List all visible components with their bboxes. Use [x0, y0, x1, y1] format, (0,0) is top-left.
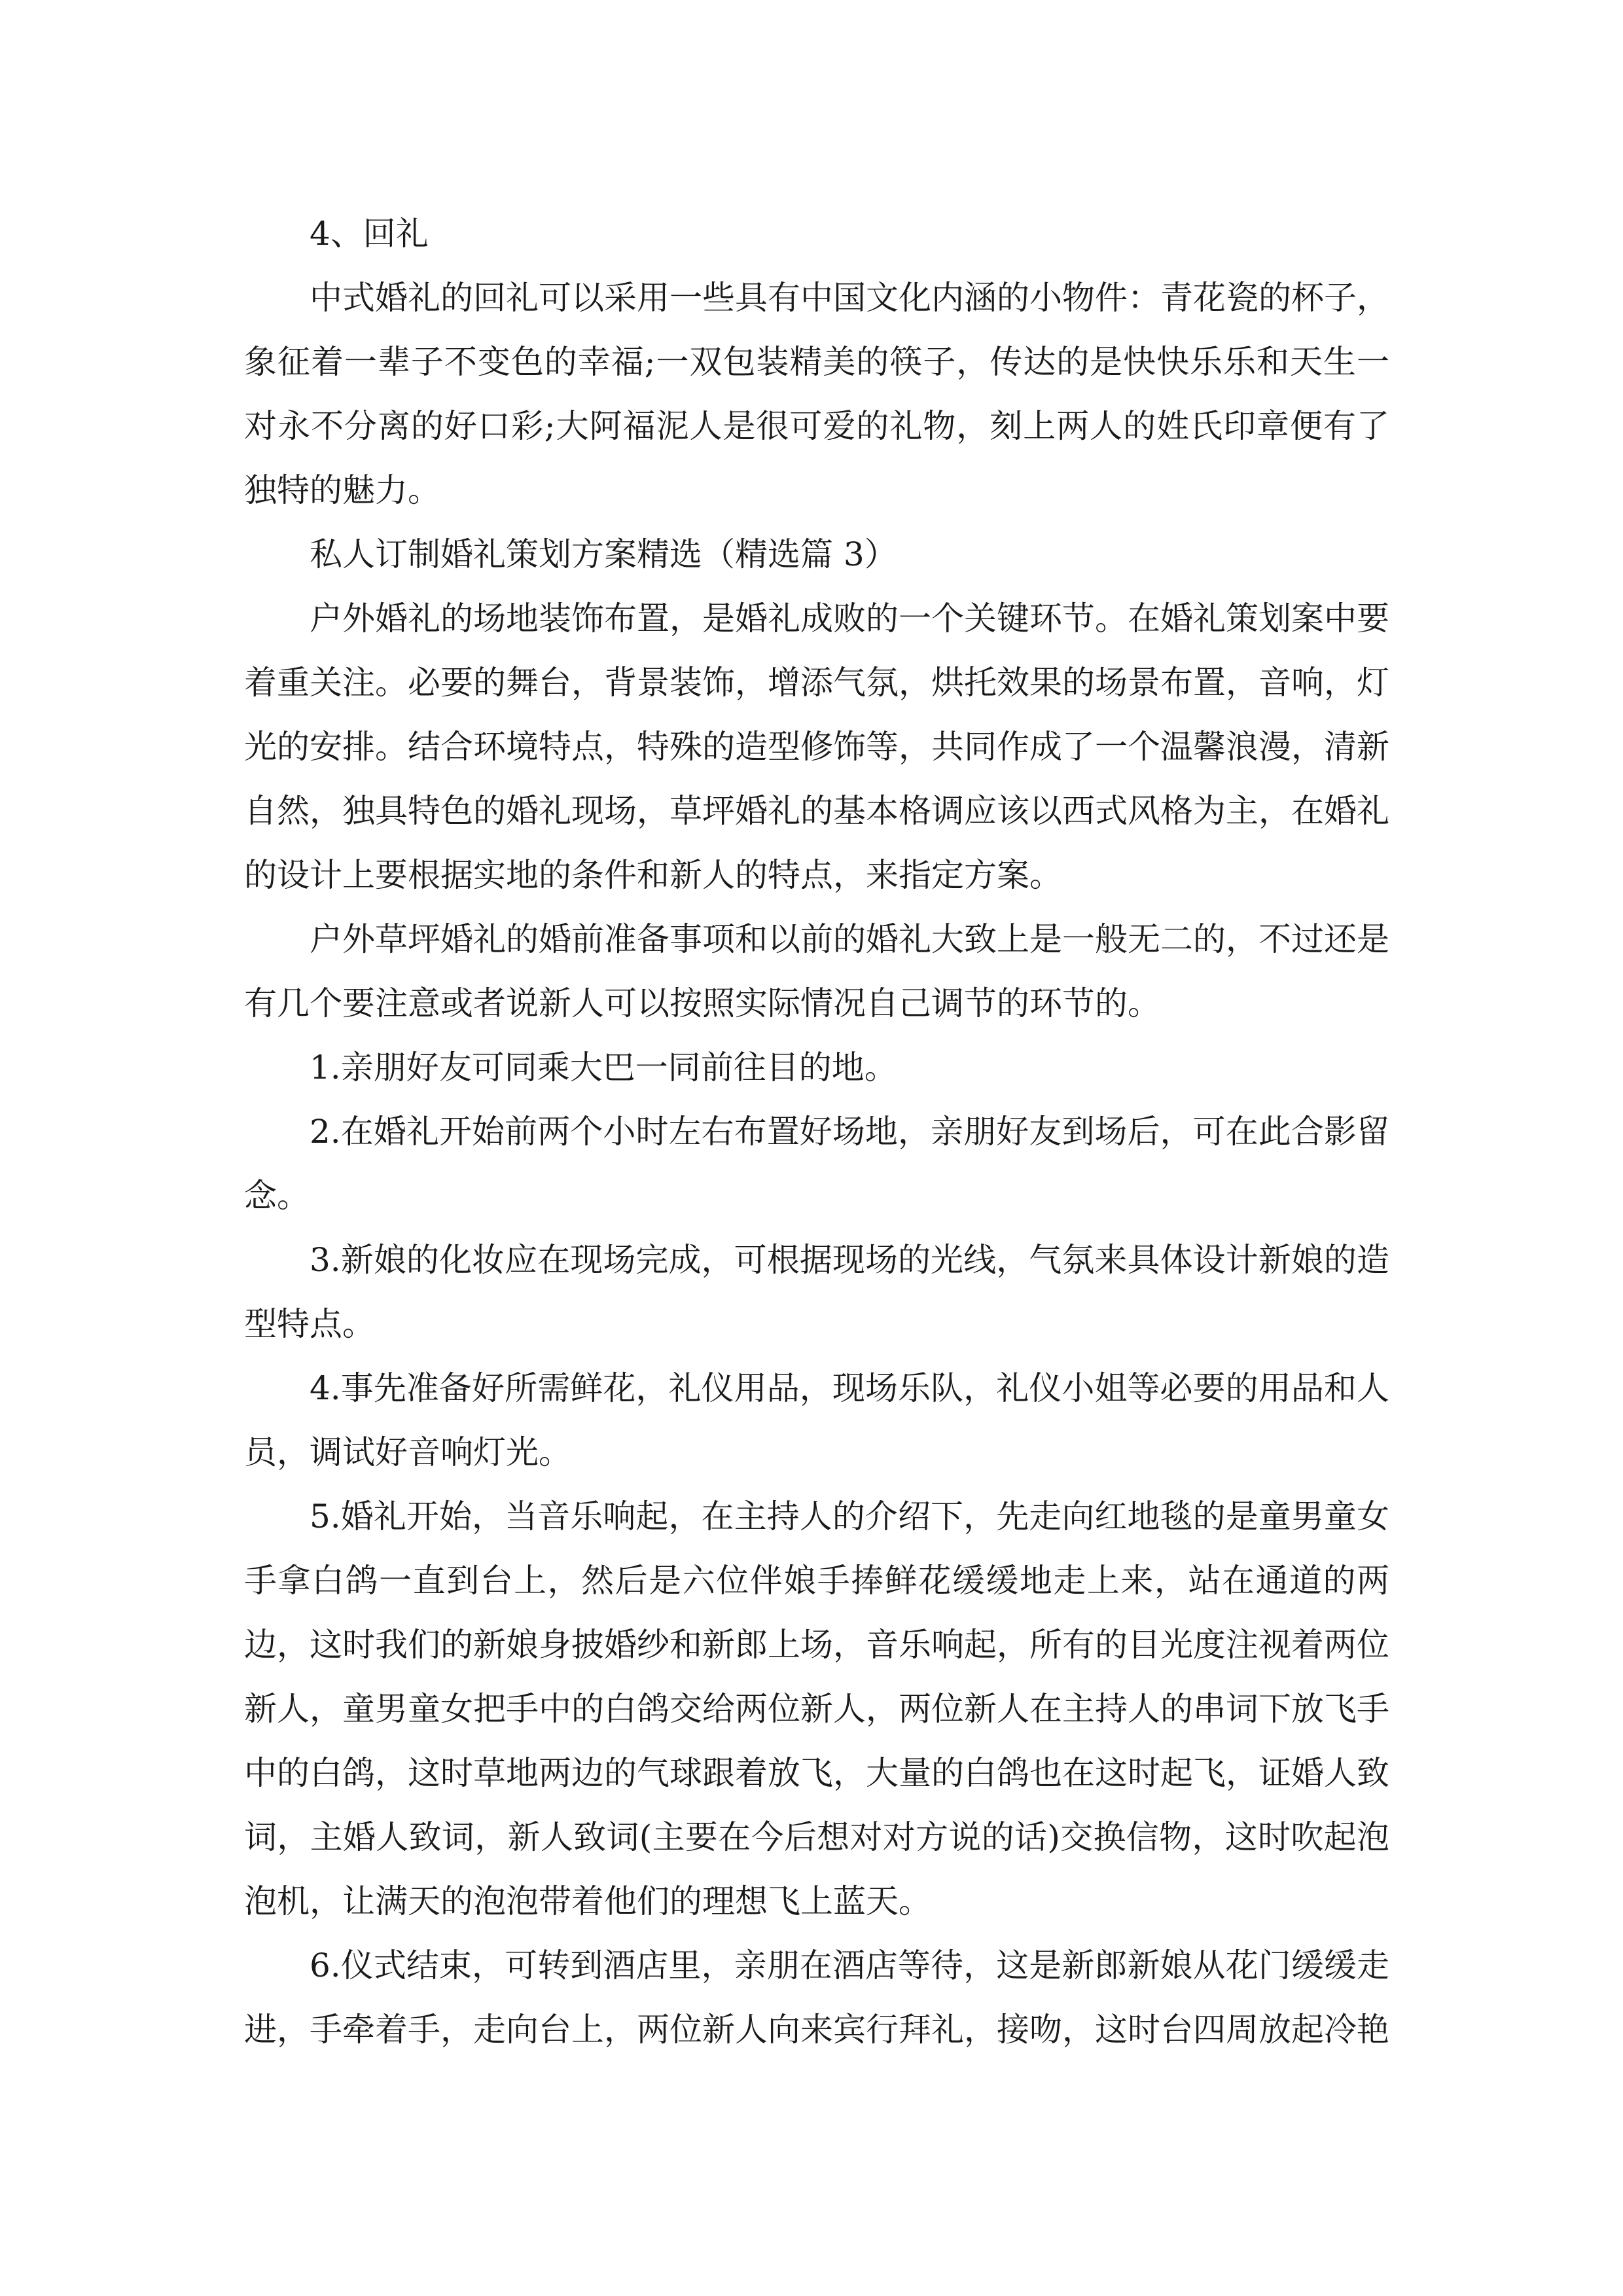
paragraph-preparation: 户外草坪婚礼的婚前准备事项和以前的婚礼大致上是一般无二的，不过还是有几个要注意或者说新人可以按照实际情况自己调节的环节的。: [244, 920, 1389, 1022]
paragraph-return-gifts: 中式婚礼的回礼可以采用一些具有中国文化内涵的小物件：青花瓷的杯子，象征着一辈子不变色的幸福;一双包装精美的筷子，传达的是快快乐乐和天生一对永不分离的好口彩;大阿福泥人是很可爱的礼物，刻上两人的姓氏印章便有了独特的魅力。: [244, 279, 1389, 509]
list-item-6: 6.仪式结束，可转到酒店里，亲朋在酒店等待，这是新郎新娘从花门缓缓走进，手牵着手，走向台上，两位新人向来宾行拜礼，接吻，这时台四周放起冷艳: [244, 1946, 1389, 2049]
list-item-2: 2.在婚礼开始前两个小时左右布置好场地，亲朋好友到场后，可在此合影留念。: [244, 1113, 1389, 1215]
section-heading-article-3: 私人订制婚礼策划方案精选（精选篇 3）: [310, 535, 897, 573]
list-item-5: 5.婚礼开始，当音乐响起，在主持人的介绍下，先走向红地毯的是童男童女手拿白鸽一直到台上，然后是六位伴娘手捧鲜花缓缓地走上来，站在通道的两边，这时我们的新娘身披婚纱和新郎上场，音乐响起，所有的目光度注视着两位新人，童男童女把手中的白鸽交给两位新人，两位新人在主持人的串词下放飞手中的白鸽，这时草地两边的气球跟着放飞，大量的白鸽也在这时起飞，证婚人致词，主婚人致词，新人致词(主要在今后想对对方说的话)交换信物，这时吹起泡泡机，让满天的泡泡带着他们的理想飞上蓝天。: [244, 1498, 1389, 1920]
list-item-4: 4.事先准备好所需鲜花，礼仪用品，现场乐队，礼仪小姐等必要的用品和人员，调试好音响灯光。: [244, 1369, 1389, 1471]
list-item-1: 1.亲朋好友可同乘大巴一同前往目的地。: [310, 1049, 897, 1086]
document-body: [244, 202, 1389, 2062]
list-item-3: 3.新娘的化妆应在现场完成，可根据现场的光线，气氛来具体设计新娘的造型特点。: [244, 1241, 1389, 1343]
section-heading-return-gifts: 4、回礼: [310, 215, 429, 253]
paragraph-venue-decoration: 户外婚礼的场地装饰布置，是婚礼成败的一个关键环节。在婚礼策划案中要着重关注。必要的舞台，背景装饰，增添气氛，烘托效果的场景布置，音响，灯光的安排。结合环境特点，特殊的造型修饰等，共同作成了一个温馨浪漫，清新自然，独具特色的婚礼现场，草坪婚礼的基本格调应该以西式风格为主，在婚礼的设计上要根据实地的条件和新人的特点，来指定方案。: [244, 600, 1389, 894]
